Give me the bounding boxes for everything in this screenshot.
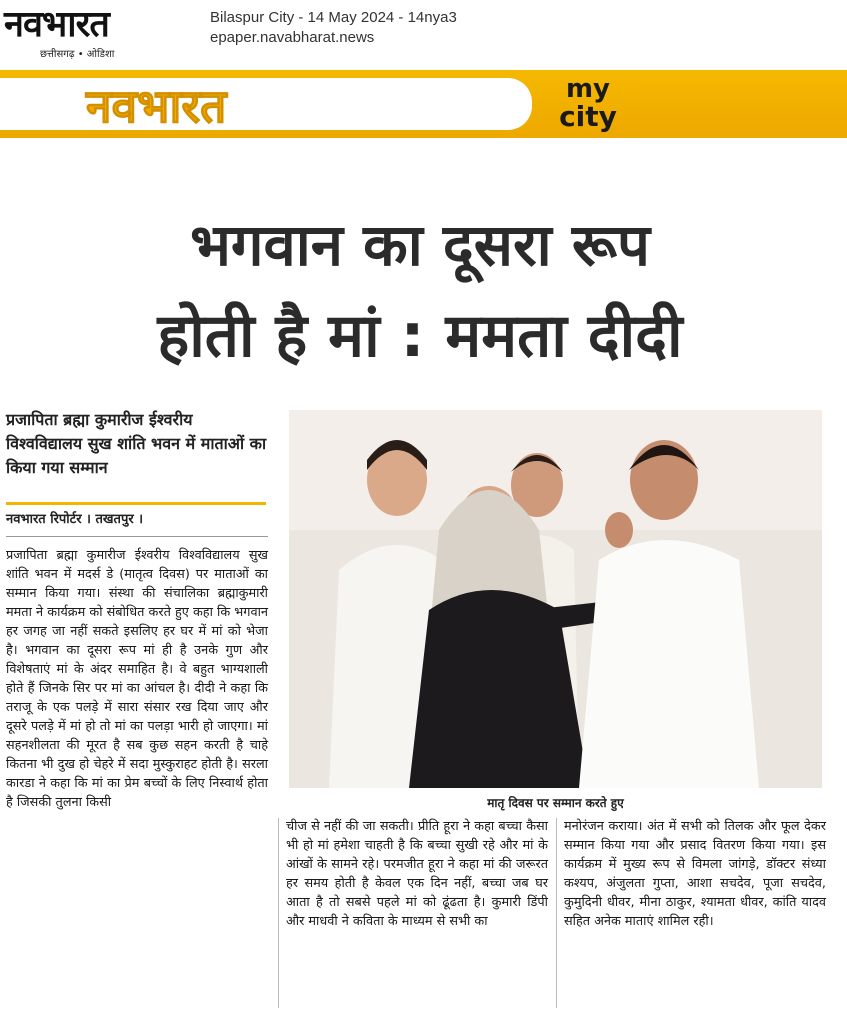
- edition-info: [210, 8, 457, 48]
- headline-line-1: भगवान का दूसरा रूप: [190, 211, 650, 279]
- headline: [20, 200, 820, 382]
- byline-rule: [6, 536, 268, 537]
- masthead: [0, 0, 847, 64]
- column-divider-1: [278, 818, 279, 1008]
- banner-title-panel: [0, 78, 532, 133]
- subheading-rule: [6, 502, 266, 505]
- logo-text: नवभारत: [4, 3, 109, 45]
- article-column-2: चीज से नहीं की जा सकती। प्रीति हूरा ने कहा बच्चा कैसा भी हो मां हमेशा चाहती है कि बच्चा सुखी रहे और मां के आंखों के सामने रहे। परमजीत हूरा ने कहा मां की जरूरत हर समय होती है केवल एक दिन नहीं, बच्चा जब घर आता है तो सबसे पहले मां को ढूंढता है। कुमारी डिंपी और माधवी ने कविता के माध्यम से सभी का: [286, 819, 548, 929]
- my-city-city: city: [559, 100, 617, 133]
- article-subheading: प्रजापिता ब्रह्मा कुमारीज ईश्वरीय विश्वविद्यालय सुख शांति भवन में माताओं का किया गया सम्मान: [6, 410, 267, 477]
- newspaper-logo[interactable]: [4, 3, 194, 60]
- column-divider-2: [556, 818, 557, 1008]
- article-photo: [289, 410, 822, 788]
- article-column-1: प्रजापिता ब्रह्मा कुमारीज ईश्वरीय विश्वविद्यालय सुख शांति भवन में मदर्स डे (मातृत्व दिवस) पर माताओं का सम्मान किया गया। संस्था की संचालिका ब्रह्माकुमारी ममता ने कार्यक्रम को संबोधित करते हुए कहा कि भगवान हर जगह जा नहीं सकते इसलिए हर घर में मां को भेजा है। भगवान का दूसरा रूप मां ही है उनके गुण और विशेषताएं मां के अंदर समाहित है। वे बहुत भाग्यशाली होते हैं जिनके सिर पर मां का आंचल है। दीदी ने कहा कि तराजू के एक पलड़े में सारा संसार रख दिया जाए और दूसरे पलड़े में मां हो तो मां का पलड़ा भारी हो जाएगा। मां सहनशीलता की मूरत है सब कुछ सहन करती है चाहे कितना भी दुख हो चेहरे में सदा मुस्कुराहट होती है। सरला कारडा ने कहा कि मां का प्रेम बच्चों के लिए निस्वार्थ होता है जिसकी तुलना किसी: [6, 548, 268, 810]
- site-link[interactable]: epaper.navabharat.news: [210, 29, 375, 46]
- photo-illustration: [289, 410, 822, 788]
- logo-subtext: छत्तीसगढ़ • ओडिशा: [40, 49, 115, 60]
- my-city-my: my: [565, 74, 611, 104]
- my-city-logo: [548, 76, 628, 132]
- banner-title: नवभारत: [86, 79, 227, 133]
- article-byline: नवभारत रिपोर्टर । तखतपुर ।: [6, 512, 144, 527]
- person-right-body: [579, 540, 759, 788]
- headline-line-2: होती है मां : ममता दीदी: [157, 301, 683, 371]
- photo-caption: मातृ दिवस पर सम्मान करते हुए: [487, 796, 624, 810]
- edition-line: Bilaspur City - 14 May 2024 - 14nya3: [210, 9, 457, 26]
- article-column-3: मनोरंजन कराया। अंत में सभी को तिलक और फूल देकर सम्मान किया गया और प्रसाद वितरण किया गया। इस कार्यक्रम में मुख्य रूप से विमला जांगड़े, डॉक्टर संध्या कश्यप, अंजुलता गुप्ता, आशा सचदेव, पूजा सचदेव, कुमुदिनी धीवर, मीना ठाकुर, श्यामता धीवर, कांति यादव सहित अनेक माताएं शामिल रही।: [564, 819, 826, 929]
